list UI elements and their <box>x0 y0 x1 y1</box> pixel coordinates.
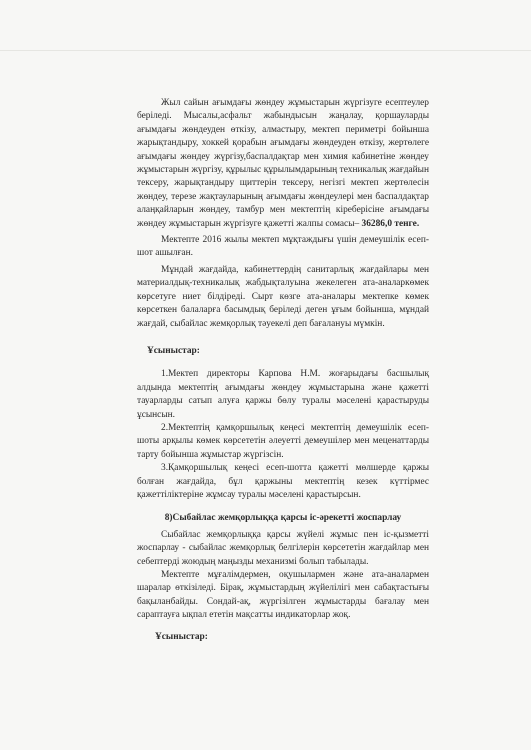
paragraph-planning: Сыбайлас жемқорлыққа қарсы жүйелі жұмыс пен іс-қызметті жоспарлау - сыбайлас жемқорлық белгілерін көрсететін жағдайлар мен себептерді жоюдың маңызды механизмі болып табылады. <box>137 529 429 567</box>
recommendation-2: 2.Мектептің қамқоршылық кеңесі мектептің демеушілік есеп-шоты арқылы көмек көрсететін әлеуетті демеушілер мен меценаттарды тарту бойынша жұмыстар жүргізсін. <box>137 422 429 460</box>
paragraph-repair-costs <box>137 97 429 231</box>
scan-edge-line <box>0 50 531 51</box>
document-body <box>137 97 429 644</box>
recommendation-1: 1.Мектеп директоры Карпова Н.М. жоғарыдағы басшылық алдында мектептің ағымдағы жөндеу жұмыстарына және қажетті тауарларды сатып алуға қаржы бөлу туралы мәселені қарастыруды ұсынсын. <box>137 369 429 420</box>
paragraph-text: Жыл сайын ағымдағы жөндеу жұмыстарын жүргізуге есептеулер беріледі. Мысалы,асфальт жабындысын жаңалау, қоршауларды ағымдағы жөндеуден өткізу, алмастыру, мектеп периметрі бойынша жарықтандыру, хоккей қорабын ағымдағы жөндеуден өткізу, жертөлеге ағымдағы жөндеу жүргізу,баспалдақтар мен химия кабинетіне жөндеу жұмыстарын жүргізу, құрылыс құрылымдарының техникалық жағдайын тексеру, жарықтандыру щиттерін тексеру, негізгі мектеп жертөлесін жөндеу, терезе жақтауларының ағымдағы жөндеулері мен баспалдақтар алаңқайларын жөндеу, тамбур мен мектептің кіреберісіне ағымдағы жөндеу жұмыстарын жүргізуге қажетті жалпы сомасы– <box>137 98 429 229</box>
section-8-heading: 8)Сыбайлас жемқорлыққа қарсы іс-әрекетті жоспарлау <box>164 513 402 524</box>
recommendations-heading: Ұсыныстар: <box>147 345 200 356</box>
total-amount: 36286,0 тенге. <box>361 218 420 229</box>
paragraph-events: Мектепте мұғалімдермен, оқушылармен және ата-аналармен шаралар өткізіледі. Бірақ, жұмыстардың жүйелілігі мен сабақтастығы бақыланбайды. Сондай-ақ, жүргізілген жұмыстарды бағалау мен сараптауға ықпал ететін мақсатты индикаторлар жоқ. <box>137 570 429 621</box>
recommendation-3: 3.Қамқоршылық кеңесі есеп-шотта қажетті мөлшерде қаржы болған жағдайда, бұл қаржыны мектептің кезек күттірмес қажеттіліктеріне жұмсау туралы мәселені қарастырсын. <box>137 463 429 500</box>
paragraph-corruption-risk: Мұндай жағдайда, кабинеттердің санитарлық жағдайлары мен материалдық-техникалық жабдықталуына жекелеген ата-аналаркөмек көрсетуге ниет білдіреді. Сырт көзге ата-аналары мектепке көмек көрсеткен балаларға басымдық беріледі деген ұғым бойынша, мұндай жағдай, сыбайлас жемқорлық тәуекелі деп бағалануы мүмкін. <box>137 264 429 329</box>
recommendations-heading-2: Ұсыныстар: <box>155 631 208 642</box>
paragraph-sponsor-account: Мектепте 2016 жылы мектеп мұқтаждығы үшін демеушілік есеп-шот ашылған. <box>137 235 429 259</box>
